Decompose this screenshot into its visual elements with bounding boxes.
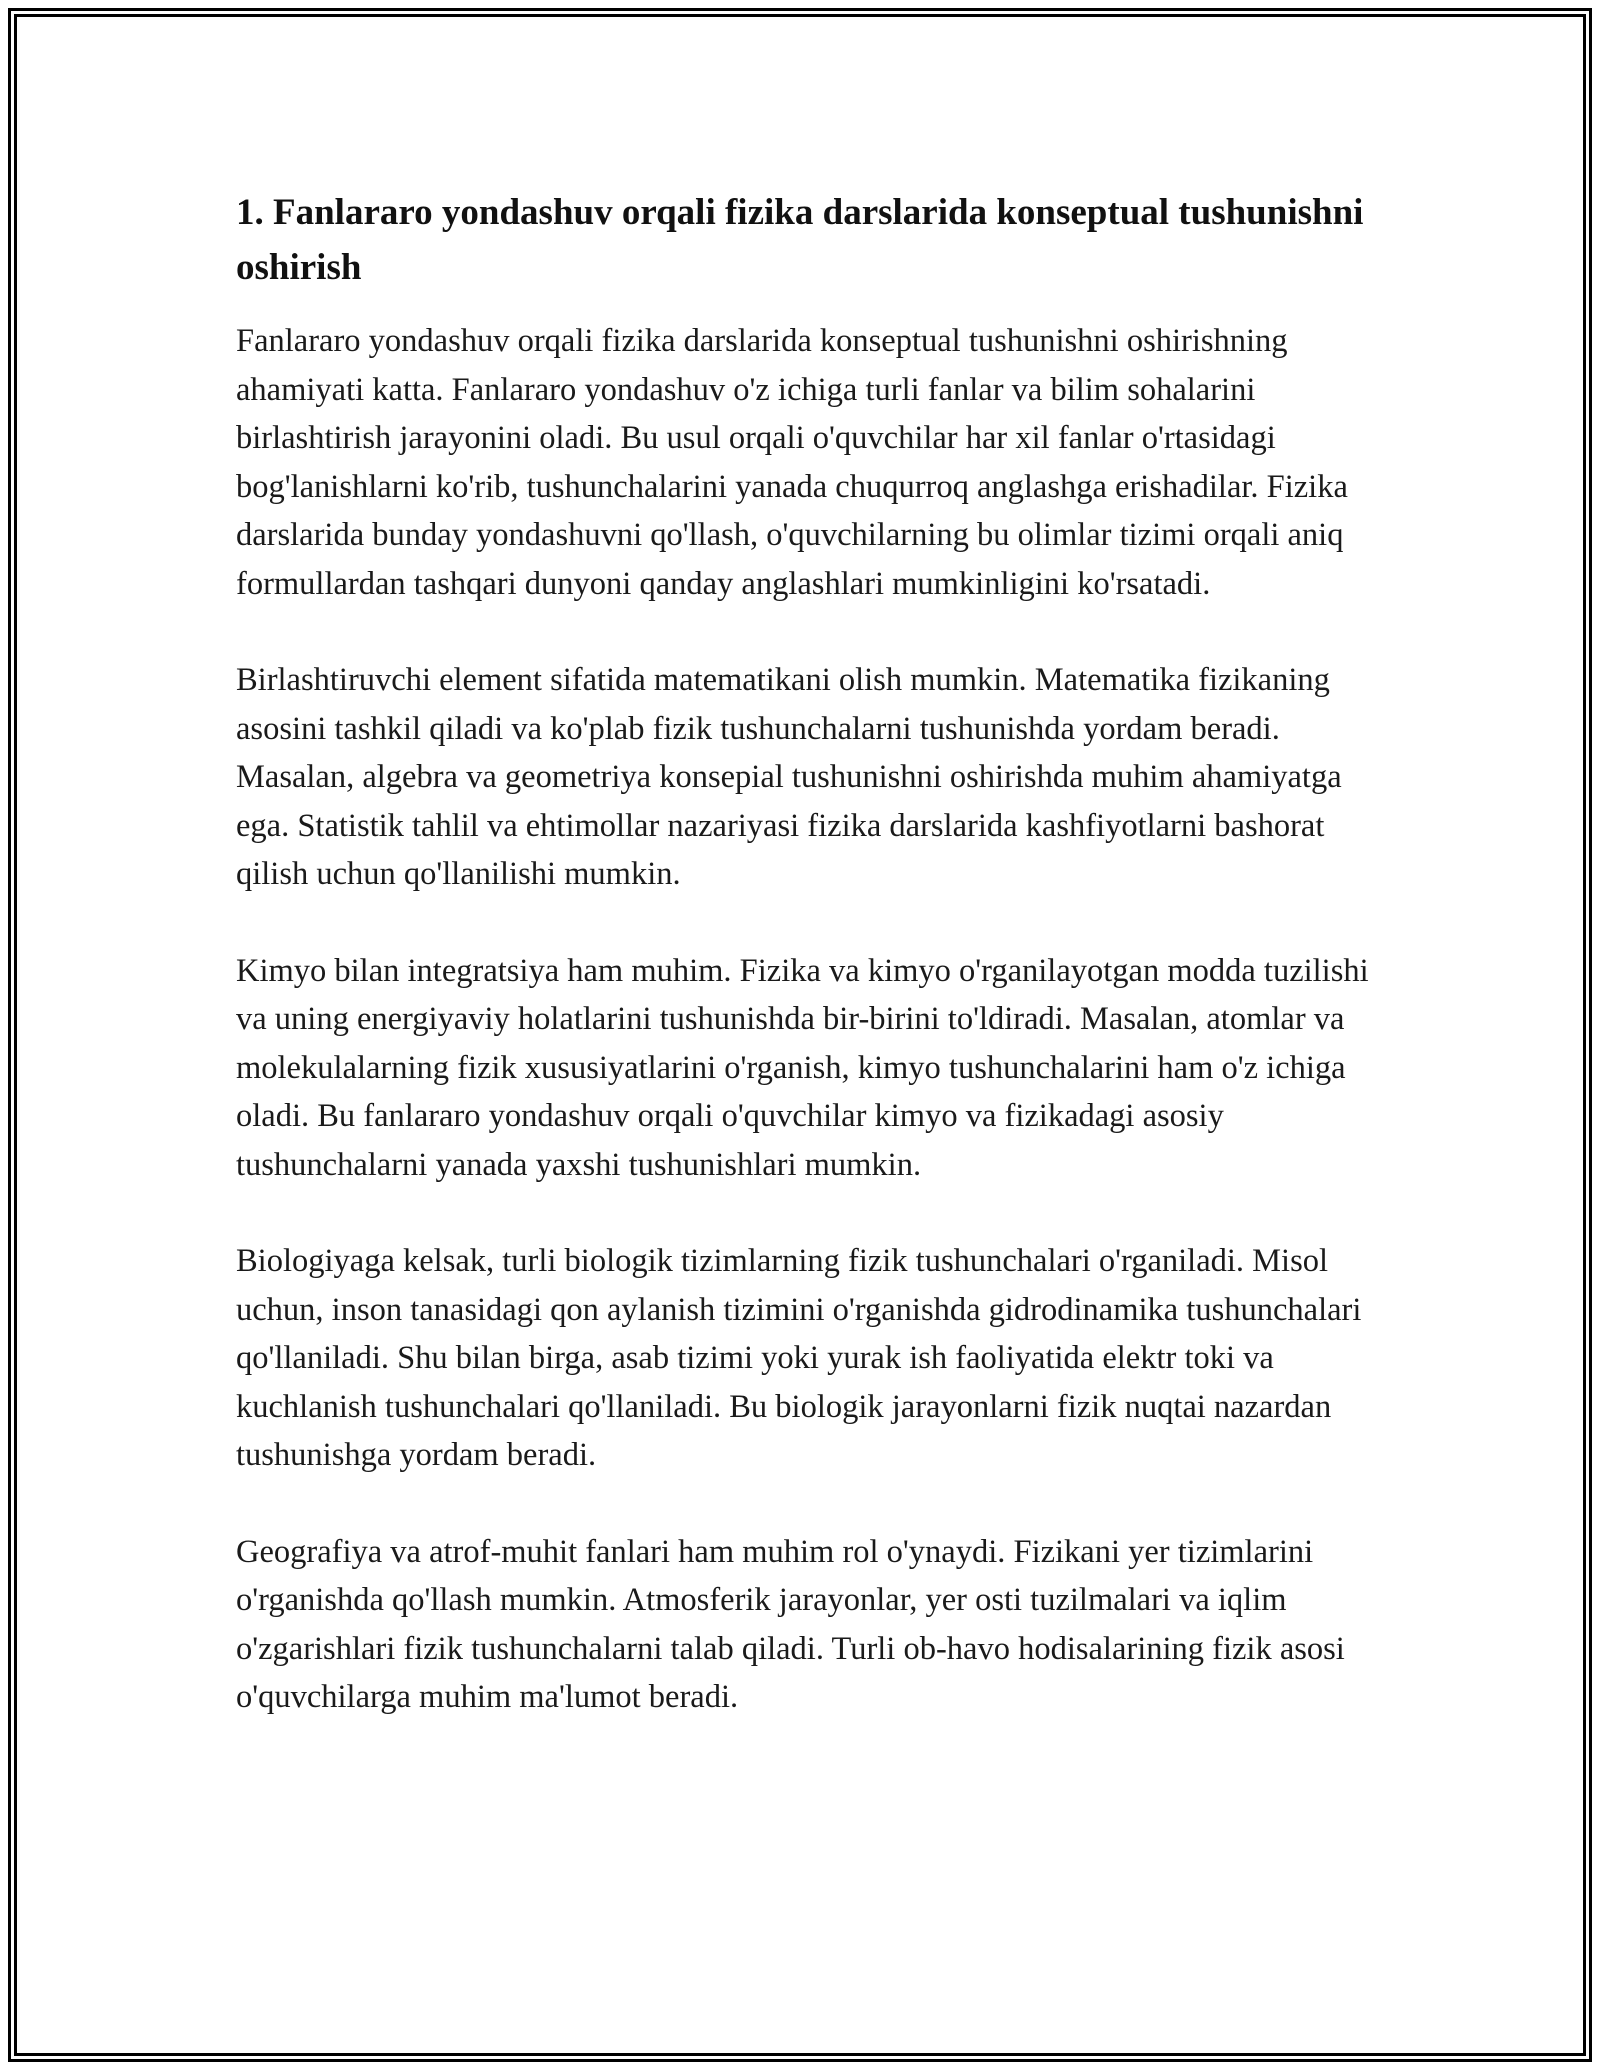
paragraph-chemistry: Kimyo bilan integratsiya ham muhim. Fizika va kimyo o'rganilayotgan modda tuzilishi va uning energiyaviy holatlarini tushunishda bir-birini to'ldiradi. Masalan, atomlar va molekulalarning fizik xususiyatlarini o'rganish, kimyo tushunchalarini ham o'z ichiga oladi. Bu fanlararo yondashuv orqali o'quvchilar kimyo va fizikadagi asosiy tushunchalarni yanada yaxshi tushunishlari mumkin. [236,952,1369,1183]
paragraph-geography: Geografiya va atrof-muhit fanlari ham muhim rol o'ynaydi. Fizikani yer tizimlarini o'rganishda qo'llash mumkin. Atmosferik jarayonlar, yer osti tuzilmalari va iqlim o'zgarishlari fizik tushunchalarni talab qiladi. Turli ob-havo hodisalarining fizik asosi o'quvchilarga muhim ma'lumot beradi. [236,1533,1345,1715]
document-body [236,185,1376,1770]
paragraph-biology: Biologiyaga kelsak, turli biologik tizimlarning fizik tushunchalari o'rganiladi. Misol uchun, inson tanasidagi qon aylanish tizimini o'rganishda gidrodinamika tushunchalari qo'llaniladi. Shu bilan birga, asab tizimi yoki yurak ish faoliyatida elektr toki va kuchlanish tushunchalari qo'llaniladi. Bu biologik jarayonlarni fizik nuqtai nazardan tushunishga yordam beradi. [236,1243,1362,1473]
paragraph-mathematics: Birlashtiruvchi element sifatida matematikani olish mumkin. Matematika fizikaning asosini tashkil qiladi va ko'plab fizik tushunchalarni tushunishda yordam beradi. Masalan, algebra va geometriya konsepial tushunishni oshirishda muhim ahamiyatga ega. Statistik tahlil va ehtimollar nazariyasi fizika darslarida kashfiyotlarni bashorat qilish uchun qo'llanilishi mumkin. [236,662,1342,892]
document-title: 1. Fanlararo yondashuv orqali fizika darslarida konseptual tushunishni oshirish [236,192,1364,288]
paragraph-interdisciplinary-intro: Fanlararo yondashuv orqali fizika darslarida konseptual tushunishni oshirishning ahamiyati katta. Fanlararo yondashuv o'z ichiga turli fanlar va bilim sohalarini birlashtirish jarayonini oladi. Bu usul orqali o'quvchilar har xil fanlar o'rtasidagi bog'lanishlarni ko'rib, tushunchalarini yanada chuqurroq anglashga erishadilar. Fizika darslarida bunday yondashuvni qo'llash, o'quvchilarning bu olimlar tizimi orqali aniq formullardan tashqari dunyoni qanday anglashlari mumkinligini ko'rsatadi. [236,323,1348,602]
